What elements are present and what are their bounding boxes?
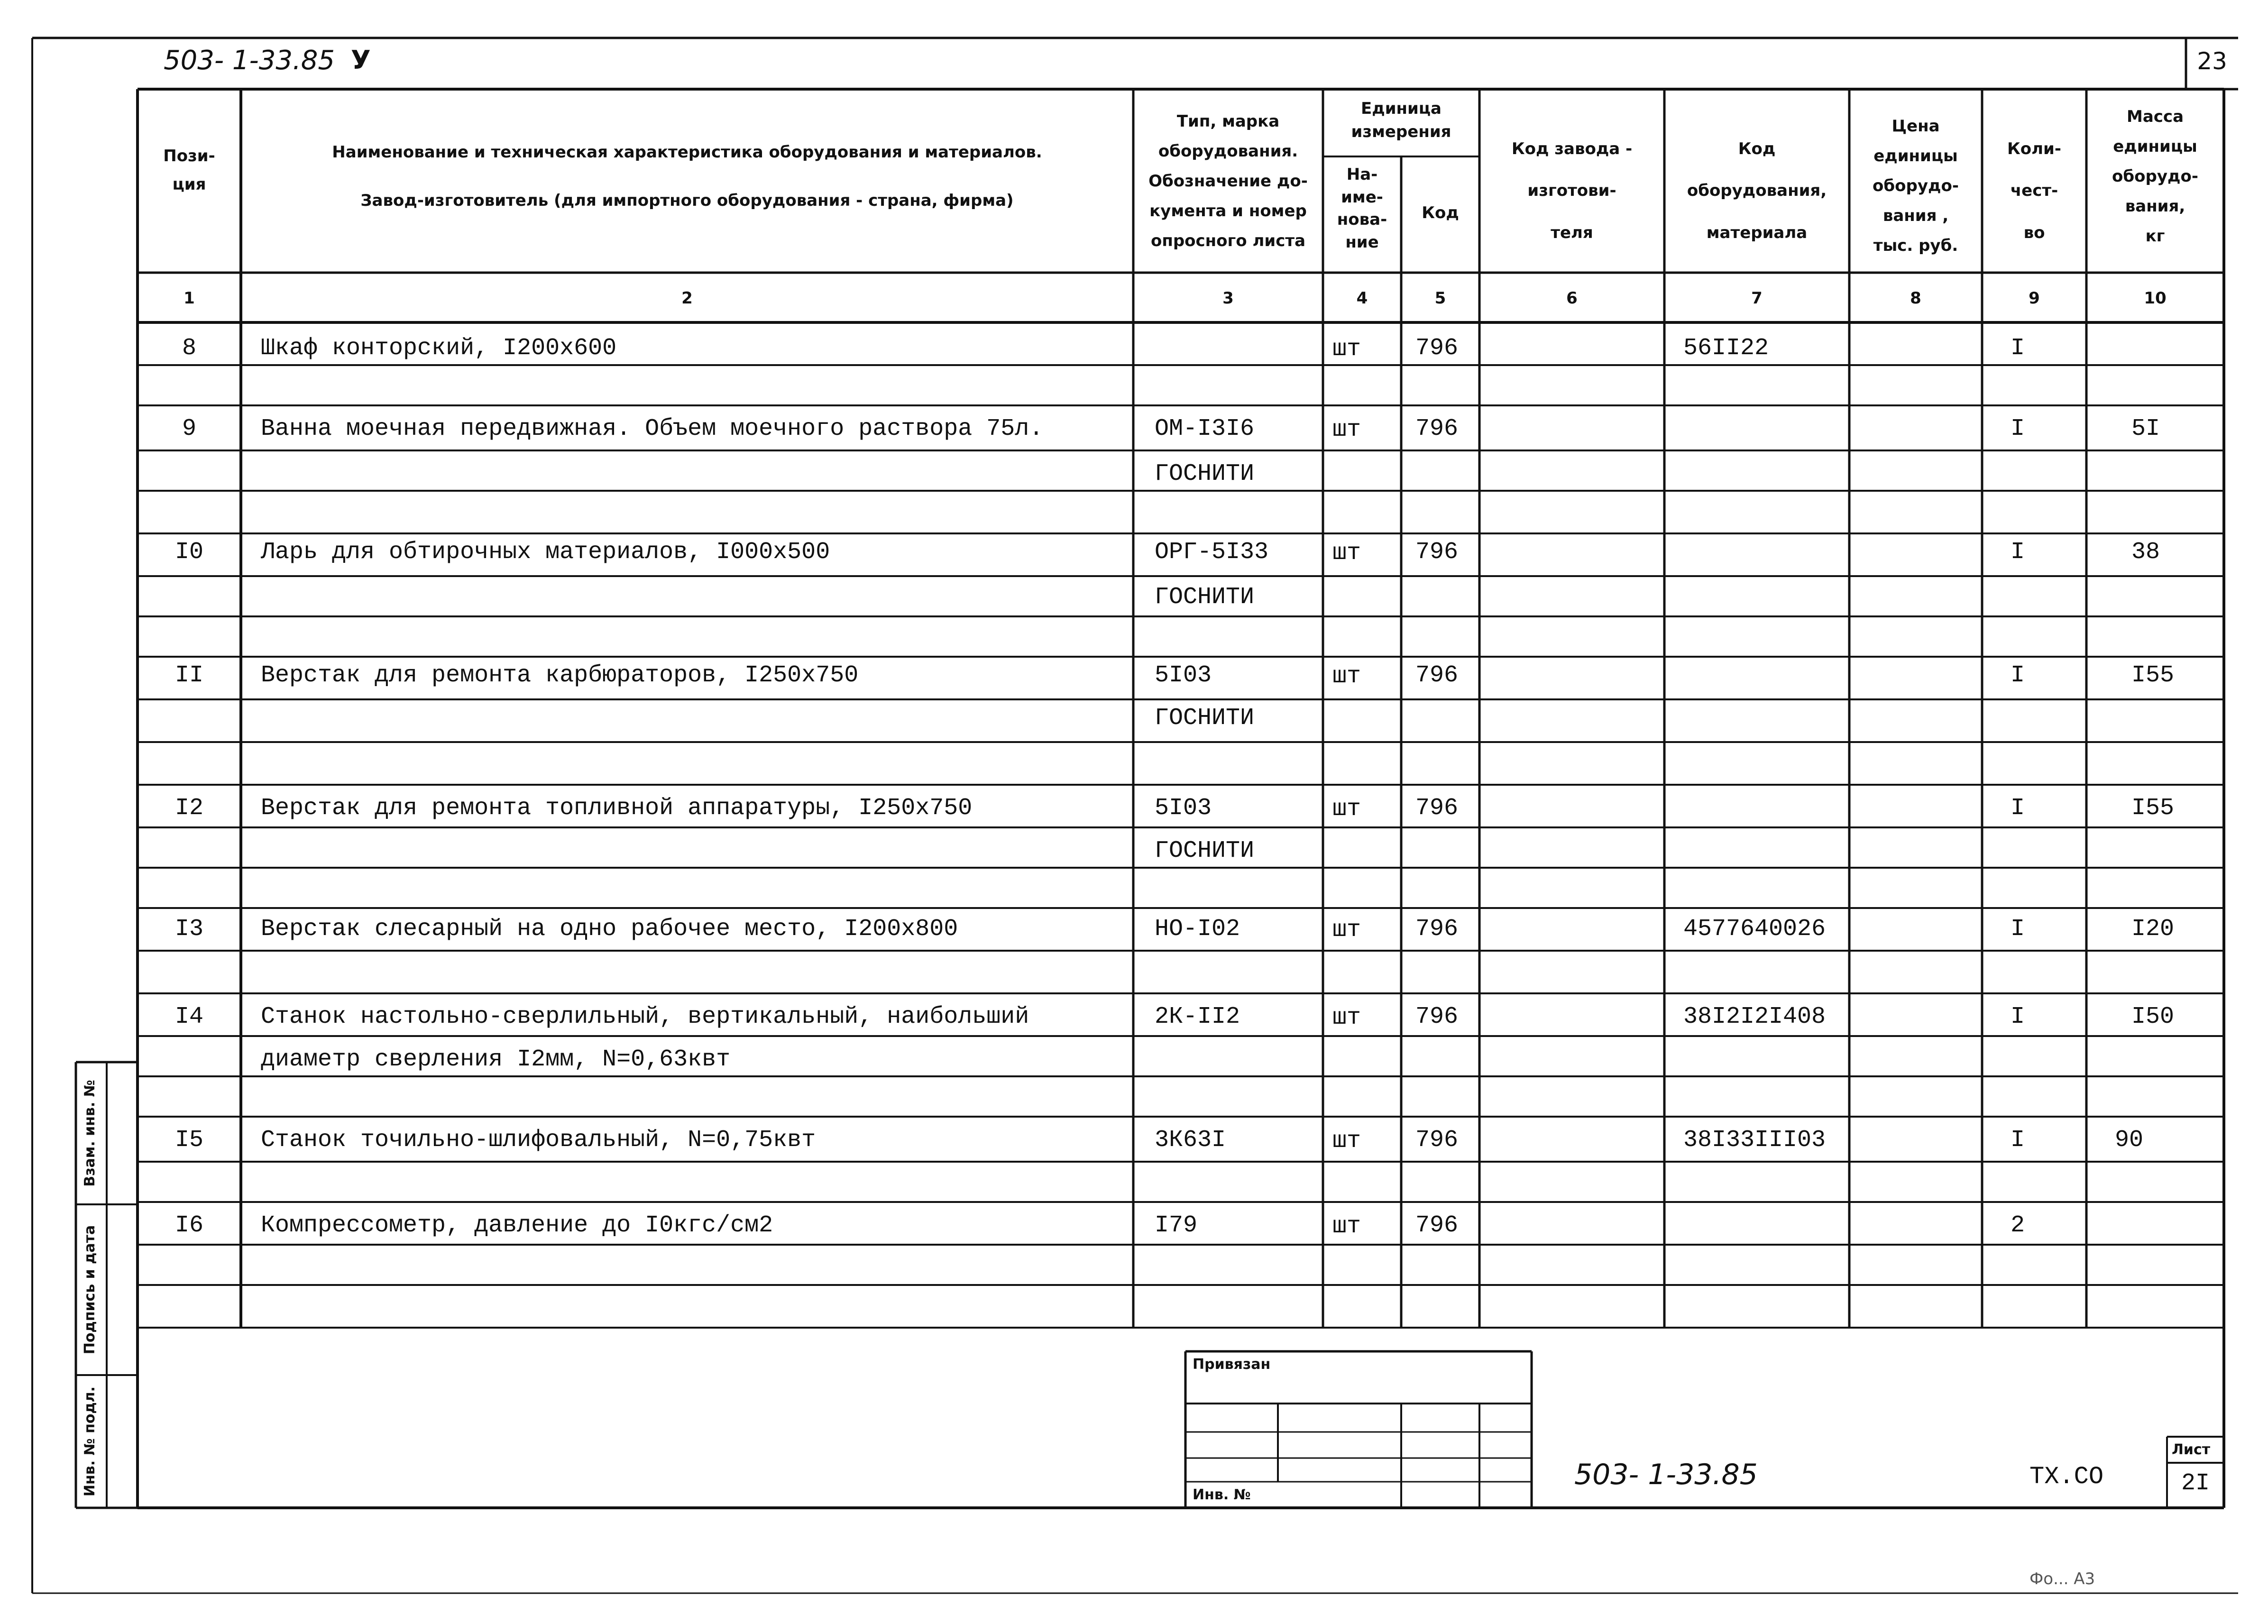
column-header-price: Цена единицы оборудо- вания , тыс. руб. [1873,117,1959,255]
row-name: Компрессометр, давление до I0кгс/см2 [261,1212,773,1239]
row-position: 8 [182,335,196,362]
column-number: 7 [1751,289,1763,308]
title-document-code: 503- 1-33.85 [1574,1458,1758,1491]
row-position: I6 [174,1212,203,1239]
row-name: Ларь для обтирочных материалов, I000х500 [261,539,830,566]
row-name: Ванна моечная передвижная. Объем моечного раствора 75л. [261,415,1044,442]
row-unit-code: 796 [1415,916,1459,943]
row-quantity: I [2011,795,2025,822]
column-header-unit-name: На- име- нова- ние [1337,165,1387,252]
row-unit-code: 796 [1415,795,1459,822]
column-header-quantity: Коли- чест- во [2007,139,2061,242]
title-sheet-number: 2I [2181,1470,2210,1497]
row-type: НО-I02 [1155,916,1240,943]
document-mark: У [351,45,371,75]
row-type: I79 [1155,1212,1198,1239]
row-mass: 90 [2115,1127,2144,1154]
row-unit: шт [1332,663,1361,690]
row-unit-code: 796 [1415,415,1459,442]
row-name: Верстак для ремонта карбюраторов, I250х750 [261,662,859,689]
row-type: ОРГ-5I33 [1155,539,1269,566]
row-mass: I50 [2131,1003,2175,1030]
title-sheet-label: Лист [2172,1441,2211,1458]
row-unit-code: 796 [1415,662,1459,689]
format-note: Фо... А3 [2029,1569,2095,1588]
row-mass: I55 [2131,795,2175,822]
row-unit-code: 796 [1415,1127,1459,1154]
row-quantity: I [2011,916,2025,943]
side-replace-inv: Взам. инв. № [82,1080,98,1187]
row-type: 3К63I [1155,1127,1226,1154]
row-name: Шкаф конторский, I200х600 [261,335,617,362]
column-number: 2 [681,289,693,308]
row-mass: 5I [2131,415,2160,442]
row-mass: I20 [2131,916,2175,943]
row-type-org: ГОСНИТИ [1155,705,1255,732]
row-unit: шт [1332,540,1361,567]
row-position: I3 [174,916,203,943]
column-number: 10 [2144,289,2167,308]
row-type: 5I03 [1155,795,1212,822]
row-unit: шт [1332,336,1361,363]
column-number: 9 [2029,289,2040,308]
row-equipment-code: 38I33III03 [1683,1127,1826,1154]
row-position: II [174,662,203,689]
row-name: Станок настольно-сверлильный, вертикальный, наибольший [261,1003,1029,1030]
row-type: 2К-II2 [1155,1003,1240,1030]
column-header-mass: Масса единицы оборудо- вания, кг [2112,107,2198,246]
row-quantity: I [2011,415,2025,442]
title-inv-label: Инв. № [1193,1486,1251,1503]
page-number: 23 [2197,47,2227,75]
column-header-type: Тип, марка оборудования. Обозначение до- кумента и номер опросного листа [1148,112,1308,250]
side-sign-date: Подпись и дата [82,1225,98,1355]
column-header-plant-code: Код завода - изготови- теля [1511,139,1633,242]
row-quantity: 2 [2011,1212,2025,1239]
row-type-org: ГОСНИТИ [1155,584,1255,611]
title-attached-label: Привязан [1193,1356,1271,1373]
row-quantity: I [2011,335,2025,362]
row-type-org: ГОСНИТИ [1155,460,1255,487]
row-equipment-code: 38I2I2I408 [1683,1003,1826,1030]
row-mass: I55 [2131,662,2175,689]
column-number: 6 [1566,289,1578,308]
column-number: 8 [1910,289,1921,308]
row-quantity: I [2011,1127,2025,1154]
row-position: I4 [174,1003,203,1030]
row-unit-code: 796 [1415,539,1459,566]
column-header-position: Пози- ция [163,147,215,194]
row-unit-code: 796 [1415,1212,1459,1239]
row-type: 5I03 [1155,662,1212,689]
row-unit: шт [1332,1004,1361,1031]
row-name: Верстак слесарный на одно рабочее место, I200х800 [261,916,958,943]
row-unit-code: 796 [1415,335,1459,362]
row-quantity: I [2011,662,2025,689]
row-position: I0 [174,539,203,566]
row-name: Верстак для ремонта топливной аппаратуры, I250х750 [261,795,973,822]
column-number: 4 [1356,289,1368,308]
row-quantity: I [2011,539,2025,566]
column-number: 1 [184,289,195,308]
row-type: ОМ-I3I6 [1155,415,1255,442]
row-unit: шт [1332,416,1361,443]
column-number: 3 [1222,289,1234,308]
row-type-org: ГОСНИТИ [1155,837,1255,864]
row-position: I5 [174,1127,203,1154]
document-code: 503- 1-33.85 [164,45,335,76]
column-header-name: Наименование и техническая характеристика оборудования и материалов. Завод-изготовитель (для импортного оборудования - страна, фирма) [332,143,1042,210]
column-header-unit-group: Единица измерения [1351,99,1451,142]
row-equipment-code: 4577640026 [1683,916,1826,943]
row-position: I2 [174,795,203,822]
row-unit: шт [1332,1128,1361,1155]
column-header-equipment-code: Код оборудования, материала [1687,139,1827,242]
column-number: 5 [1434,289,1446,308]
row-quantity: I [2011,1003,2025,1030]
row-name: Станок точильно-шлифовальный, N=0,75квт [261,1127,816,1154]
row-mass: 38 [2131,539,2160,566]
row-unit: шт [1332,796,1361,823]
column-header-unit-code: Код [1422,203,1459,222]
row-name-continued: диаметр сверления I2мм, N=0,63квт [261,1046,731,1073]
row-position: 9 [182,415,196,442]
row-unit-code: 796 [1415,1003,1459,1030]
title-sheet-code: ТХ.СО [2029,1463,2104,1491]
side-inv-no: Инв. № подл. [82,1386,98,1497]
row-unit: шт [1332,1213,1361,1240]
row-equipment-code: 56II22 [1683,335,1769,362]
row-unit: шт [1332,917,1361,944]
